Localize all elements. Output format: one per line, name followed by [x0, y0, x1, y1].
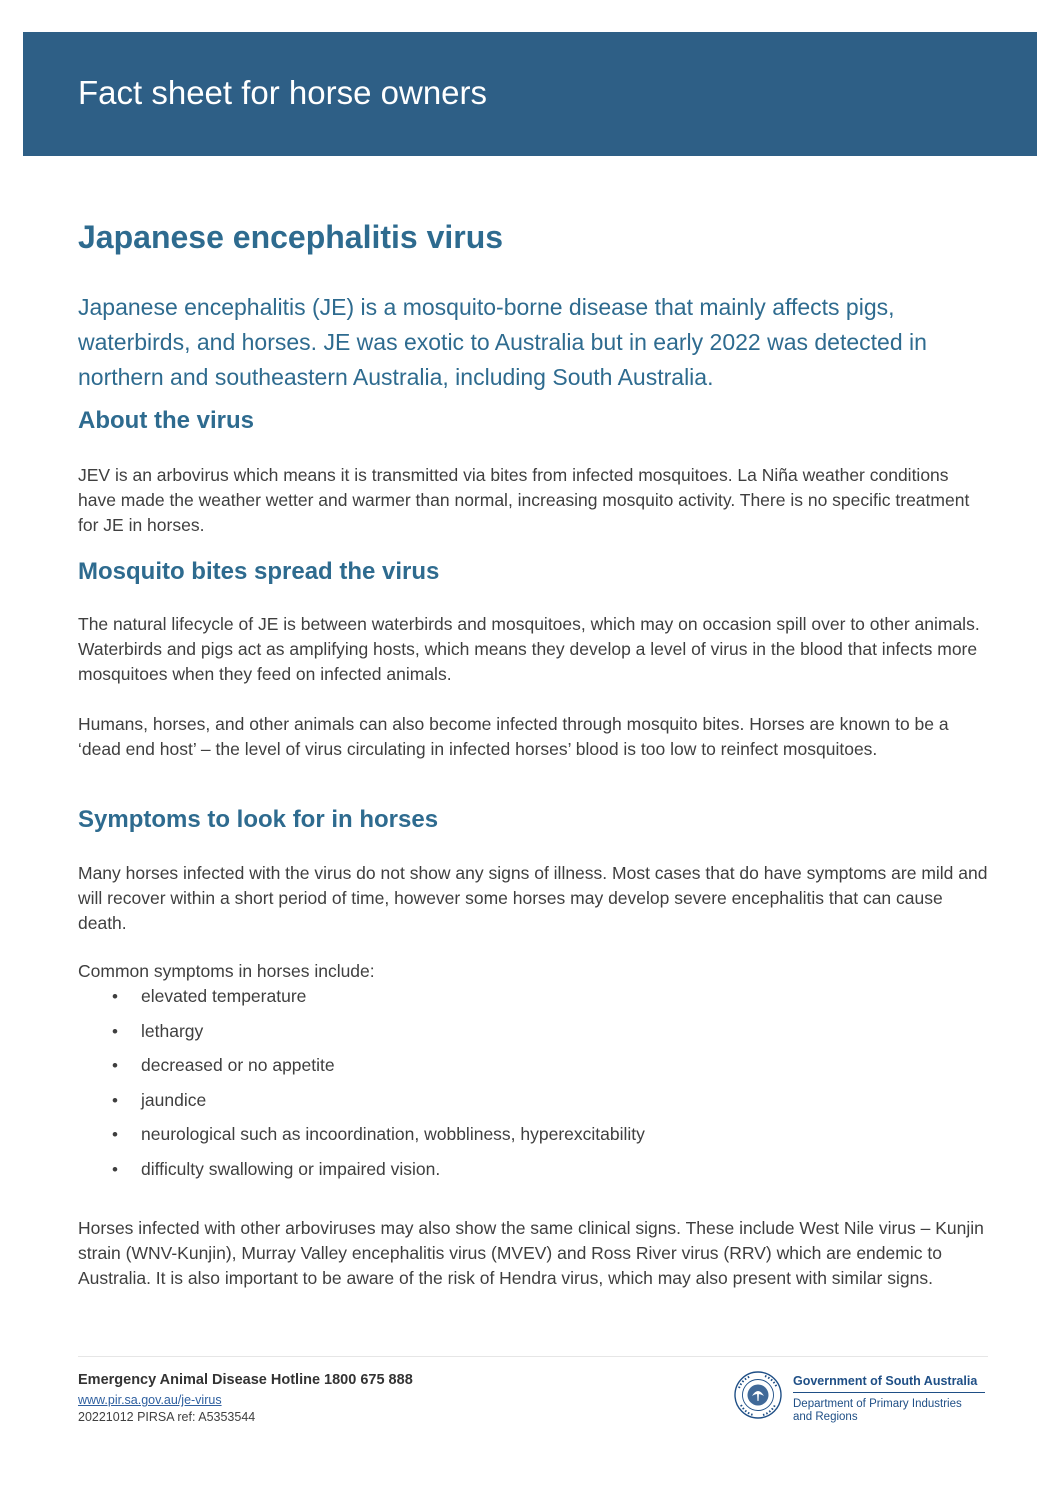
- footer-divider: [78, 1356, 988, 1357]
- intro-paragraph: Japanese encephalitis (JE) is a mosquito-borne disease that mainly affects pigs, waterbirds, and horses. JE was exotic to Australia but in early 2022 was detected in northern and southeastern Australia, including South Australia.: [78, 294, 927, 390]
- hotline-text: Emergency Animal Disease Hotline 1800 675 888: [78, 1372, 413, 1388]
- mosquito-paragraph-1: The natural lifecycle of JE is between waterbirds and mosquitoes, which may on occasion spill over to other animals. Waterbirds and pigs act as amplifying hosts, which means they develop a level of virus in the blood that infects more mosquitoes when they feed on infected animals.: [78, 614, 980, 684]
- list-item: • neurological such as incoordination, wobbliness, hyperexcitability: [78, 1122, 990, 1157]
- mosquito-paragraph-2: Humans, horses, and other animals can also become infected through mosquito bites. Horses are known to be a ‘dead end host’ – the level of virus circulating in infected horses’ blood is too low to reinfect mosquitoes.: [78, 714, 949, 759]
- closing-paragraph: Horses infected with other arboviruses may also show the same clinical signs. These include West Nile virus – Kunjin strain (WNV-Kunjin), Murray Valley encephalitis virus (MVEV) and Ross River virus (RRV) which are endemic to Australia. It is also important to be aware of the risk of Hendra virus, which may also present with similar signs.: [78, 1218, 984, 1288]
- department-name: Department of Primary Industries and Regions: [793, 1398, 962, 1423]
- list-item: • elevated temperature: [78, 984, 990, 1019]
- list-item: • difficulty swallowing or impaired vision.: [78, 1157, 990, 1192]
- about-paragraph: JEV is an arbovirus which means it is transmitted via bites from infected mosquitoes. La Niña weather conditions have made the weather wetter and warmer than normal, increasing mosquito activity. There is no specific treatment for JE in horses.: [78, 465, 970, 535]
- symptoms-list-intro: Common symptoms in horses include:: [78, 961, 375, 981]
- symptoms-list: [78, 984, 990, 1191]
- header-banner: [23, 32, 1037, 156]
- symptoms-paragraph: Many horses infected with the virus do not show any signs of illness. Most cases that do have symptoms are mild and will recover within a short period of time, however some horses may develop severe encephalitis that can cause death.: [78, 863, 988, 933]
- list-item: • jaundice: [78, 1088, 990, 1123]
- section-heading-about: About the virus: [78, 407, 255, 434]
- section-heading-mosquito: Mosquito bites spread the virus: [78, 558, 440, 585]
- south-australia-seal-icon: [733, 1370, 783, 1420]
- reference-number: 20221012 PIRSA ref: A5353544: [78, 1410, 256, 1424]
- government-branding: [793, 1373, 985, 1424]
- footer-contact: [78, 1370, 413, 1426]
- section-heading-symptoms: Symptoms to look for in horses: [78, 806, 439, 833]
- list-item: • decreased or no appetite: [78, 1053, 990, 1088]
- list-item: • lethargy: [78, 1019, 990, 1054]
- government-name: Government of South Australia: [793, 1373, 985, 1393]
- document-title: Japanese encephalitis virus: [78, 219, 504, 255]
- je-virus-link[interactable]: www.pir.sa.gov.au/je-virus: [78, 1393, 222, 1407]
- banner-title: Fact sheet for horse owners: [78, 74, 488, 111]
